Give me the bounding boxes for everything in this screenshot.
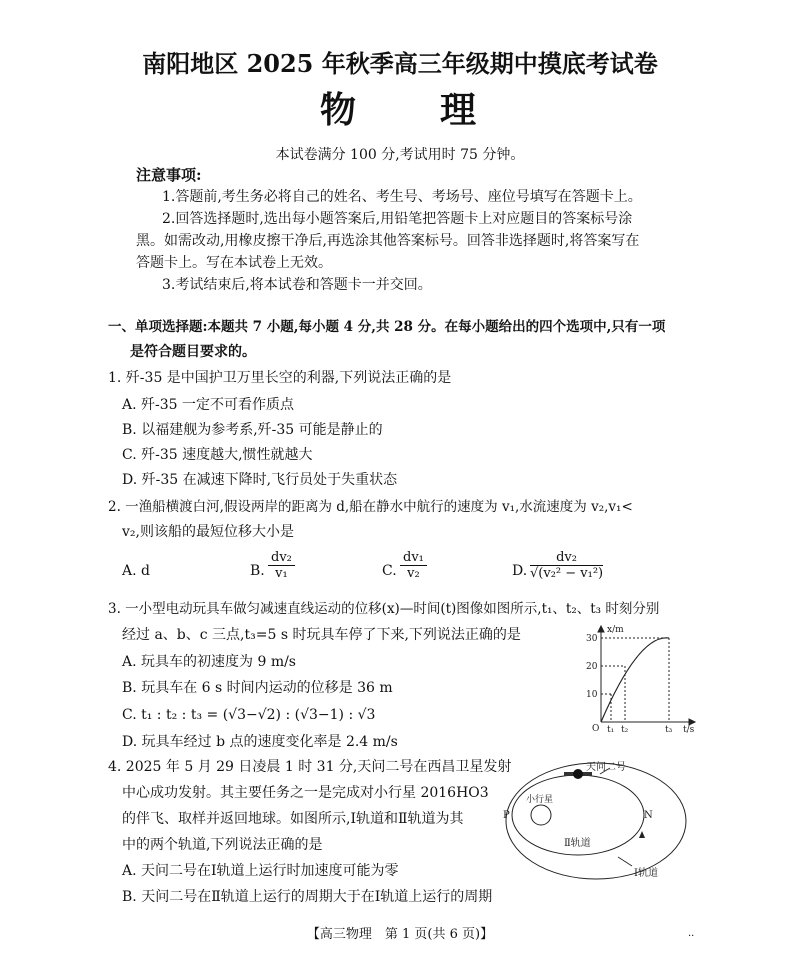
orbit-1-label: Ⅰ轨道 [634, 868, 658, 879]
q2-option-d-fraction [530, 550, 603, 581]
notice-line-1: 1.答题前,考生务必将自己的姓名、考生号、考场号、座位号填写在答题卡上。 [162, 189, 642, 205]
q4-stem-3: 的伴飞、取样并返回地球。如图所示,Ⅰ轨道和Ⅱ轨道为其 [122, 811, 464, 827]
graph-xtick-t3: t₃ [665, 725, 673, 734]
page-footer: 【高三物理 第 1 页(共 6 页)】 [306, 927, 494, 942]
q2-option-d-label: D. [512, 563, 528, 579]
q1-option-a: A. 歼-35 一定不可看作质点 [122, 397, 295, 413]
q2-option-b-fraction [268, 550, 295, 581]
q3-stem: 3. 一小型电动玩具车做匀减速直线运动的位移(x)—时间(t)图像如图所示,t₁、t₂、t₃ 时刻分别 [108, 601, 660, 617]
q4-stem-1: 4. 2025 年 5 月 29 日凌晨 1 时 31 分,天问二号在西昌卫星发射 [108, 759, 512, 775]
graph-origin: O [592, 724, 600, 734]
asteroid-icon [531, 805, 551, 825]
q3-option-a: A. 玩具车的初速度为 9 m/s [122, 654, 296, 670]
q4-orbit-figure [500, 754, 692, 886]
graph-xtick-t2: t₂ [621, 725, 629, 734]
q3-stem-cont: 经过 a、b、c 三点,t₃=5 s 时玩具车停了下来,下列说法正确的是 [122, 627, 521, 643]
q2-option-d-denominator: √(v₂² − v₁²) [530, 566, 604, 581]
subject-title: 物 理 [319, 89, 480, 131]
q1-option-d: D. 歼-35 在减速下降时,飞行员处于失重状态 [122, 472, 398, 488]
exam-info: 本试卷满分 100 分,考试用时 75 分钟。 [275, 147, 525, 163]
graph-curve [601, 638, 669, 722]
orbit-1-leader [618, 857, 632, 866]
graph-ytick-20: 20 [586, 662, 598, 672]
q4-option-b: B. 天问二号在Ⅱ轨道上运行的周期大于在Ⅰ轨道上运行的周期 [122, 889, 493, 905]
q4-stem-4: 中的两个轨道,下列说法正确的是 [122, 837, 323, 853]
notice-line-3: 黑。如需改动,用橡皮擦干净后,再选涂其他答案标号。回答非选择题时,将答案写在 [136, 233, 640, 249]
q2-option-a: A. d [122, 563, 150, 579]
q2-option-c-denominator: v₂ [407, 566, 420, 581]
q2-stem-cont: v₂,则该船的最短位移大小是 [122, 524, 294, 540]
graph-y-label: x/m [607, 625, 624, 635]
notice-heading: 注意事项: [136, 166, 202, 184]
section-heading: 一、单项选择题:本题共 7 小题,每小题 4 分,共 28 分。在每小题给出的四个选项中,只有一项 [108, 319, 666, 335]
q4-stem-2: 中心成功发射。其主要任务之一是完成对小行星 2016HO3 [122, 785, 489, 801]
q2-option-b-numerator: dv₂ [268, 550, 295, 566]
q1-option-c: C. 歼-35 速度越大,惯性就越大 [122, 447, 313, 463]
q2-option-c-label: C. [382, 563, 397, 579]
probe-label: 天问二号 [586, 762, 626, 773]
graph-ytick-30: 30 [586, 634, 598, 644]
orbit-direction-arrow [639, 831, 645, 838]
point-p-label: P [503, 810, 510, 821]
section-heading-cont: 是符合题目要求的。 [130, 344, 256, 360]
exam-title: 南阳地区 2025 年秋季高三年级期中摸底考试卷 [142, 49, 658, 78]
notice-line-2: 2.回答选择题时,选出每小题答案后,用铅笔把答题卡上对应题目的答案标号涂 [162, 211, 633, 227]
q1-stem: 1. 歼-35 是中国护卫万里长空的利器,下列说法正确的是 [108, 370, 452, 386]
point-n-label: N [644, 810, 653, 821]
q4-option-a: A. 天问二号在Ⅰ轨道上运行时加速度可能为零 [122, 863, 399, 879]
orbit-2-label: Ⅱ轨道 [564, 838, 591, 849]
graph-x-label: t/s [683, 725, 695, 734]
notice-line-5: 3.考试结束后,将本试卷和答题卡一并交回。 [162, 277, 432, 293]
asteroid-label: 小行星 [526, 795, 554, 805]
q3-option-b: B. 玩具车在 6 s 时间内运动的位移是 36 m [122, 680, 393, 696]
notice-line-4: 答题卡上。写在本试卷上无效。 [136, 255, 332, 271]
q2-option-c-fraction [400, 550, 427, 581]
graph-y-arrow [598, 626, 604, 632]
q2-option-d-numerator: dv₂ [530, 550, 603, 566]
q3-option-d: D. 玩具车经过 b 点的速度变化率是 2.4 m/s [122, 734, 398, 750]
q2-option-b-denominator: v₁ [275, 566, 288, 581]
graph-xtick-t1: t₁ [607, 725, 615, 734]
q2-option-b-label: B. [250, 563, 265, 579]
footer-mark: ·· [688, 931, 695, 942]
graph-ytick-10: 10 [586, 690, 598, 700]
q1-option-b: B. 以福建舰为参考系,歼-35 可能是静止的 [122, 422, 383, 438]
q3-option-c: C. t₁ : t₂ : t₃ = (√3−√2) : (√3−1) : √3 [122, 707, 376, 723]
q2-option-c-numerator: dv₁ [400, 550, 427, 566]
q3-xt-graph [585, 622, 700, 734]
q2-stem: 2. 一渔船横渡白河,假设两岸的距离为 d,船在静水中航行的速度为 v₁,水流速度为 v₂,v₁< [108, 499, 633, 515]
